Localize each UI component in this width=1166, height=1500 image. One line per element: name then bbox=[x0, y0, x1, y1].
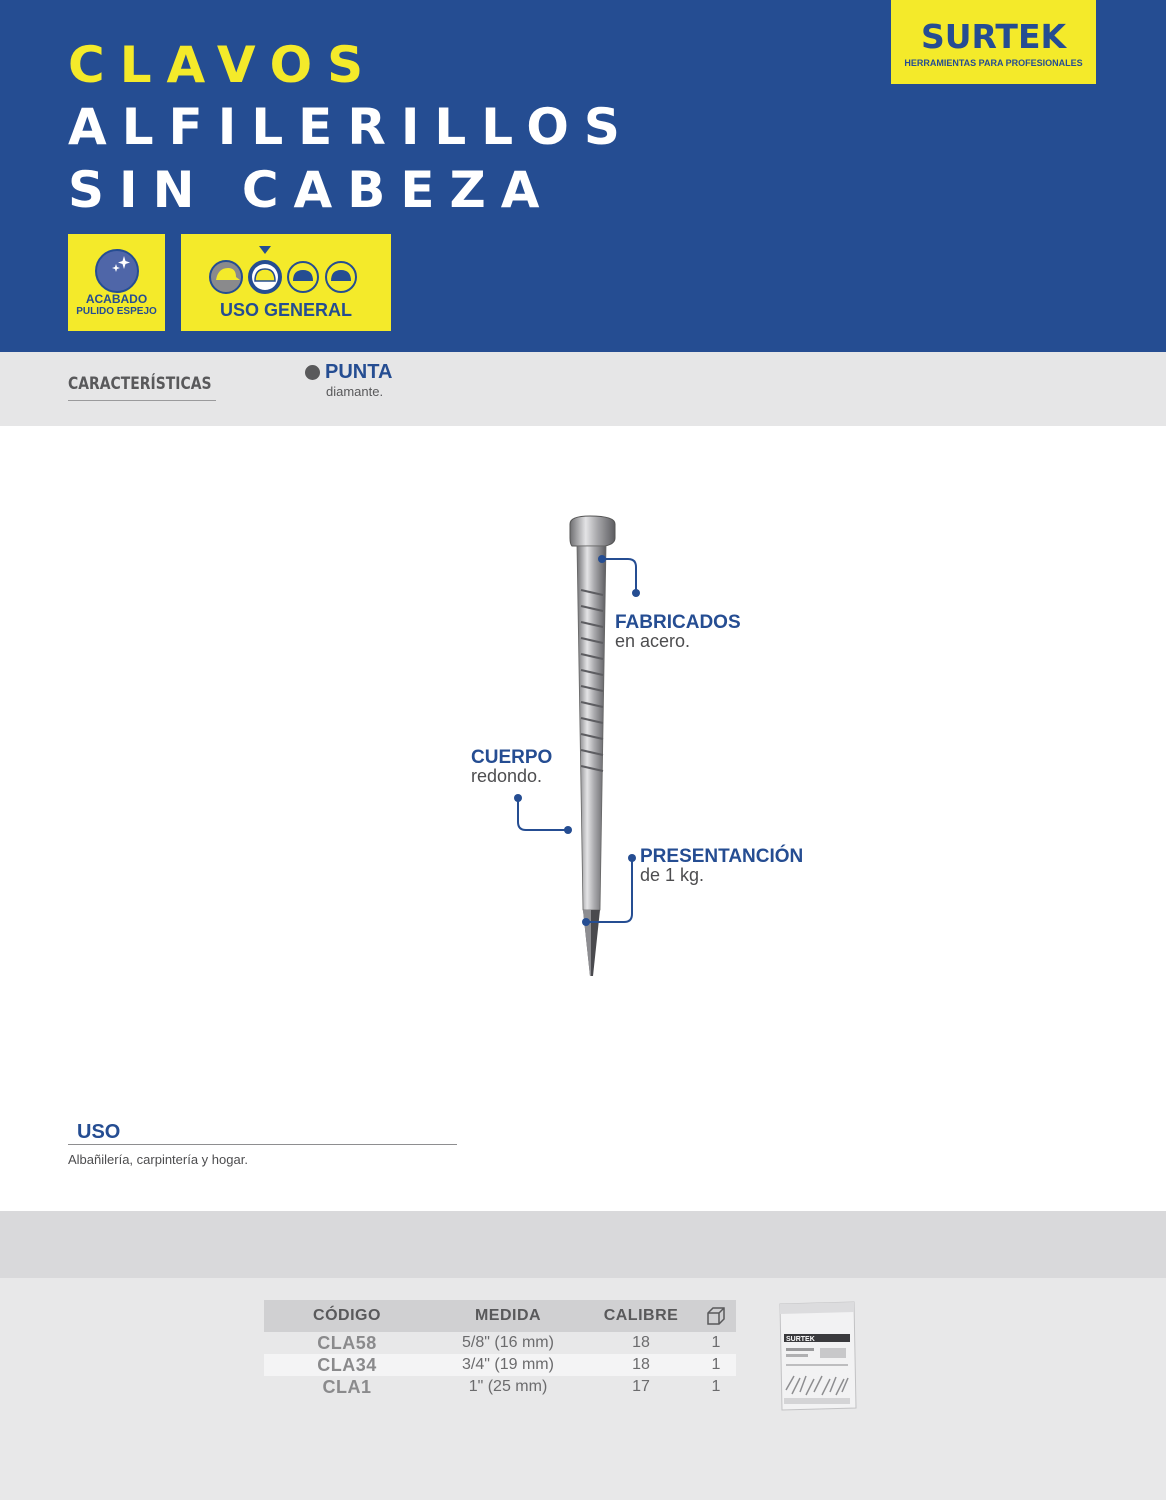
features-divider bbox=[68, 400, 216, 401]
cell-caja: 1 bbox=[696, 1354, 736, 1376]
header-box bbox=[696, 1300, 736, 1332]
cell-medida: 1" (25 mm) bbox=[468, 1378, 548, 1395]
cell-calibre: 17 bbox=[632, 1378, 650, 1395]
callout-presentacion-title: PRESENTANCIÓN bbox=[640, 846, 804, 867]
use-badge bbox=[181, 234, 391, 331]
uso-text: Albañilería, carpintería y hogar. bbox=[68, 1152, 248, 1167]
sparkle-sphere-icon bbox=[94, 248, 140, 294]
cell-medida: 5/8" (16 mm) bbox=[462, 1334, 554, 1351]
table-row bbox=[264, 1376, 736, 1398]
cell-codigo: CLA58 bbox=[317, 1332, 377, 1353]
uso-divider bbox=[68, 1144, 457, 1145]
bottom-band-dark bbox=[0, 1211, 1166, 1278]
header-calibre: CALIBRE bbox=[586, 1300, 696, 1332]
helmet-icon bbox=[288, 262, 318, 292]
uso-title: USO bbox=[77, 1121, 121, 1143]
callout-presentacion-description: de 1 kg. bbox=[640, 865, 705, 885]
features-title: CARACTERÍSTICAS bbox=[68, 374, 212, 394]
feature-punta-title: PUNTA bbox=[325, 361, 393, 383]
callout-cuerpo-title: CUERPO bbox=[471, 747, 553, 768]
spec-table bbox=[264, 1300, 736, 1398]
product-package-image bbox=[776, 1300, 858, 1412]
callout-dots bbox=[514, 555, 640, 926]
helmet-icon bbox=[326, 262, 356, 292]
brand-logo bbox=[891, 0, 1096, 84]
callout-fabricados-title: FABRICADOS bbox=[615, 612, 741, 633]
header-medida: MEDIDA bbox=[430, 1300, 586, 1332]
finish-badge-line2: PULIDO ESPEJO bbox=[76, 306, 157, 317]
bullet-dot-icon bbox=[305, 365, 320, 380]
nail-shape bbox=[570, 516, 615, 976]
cell-codigo: CLA1 bbox=[322, 1376, 372, 1397]
title-line-3: SIN CABEZA bbox=[68, 161, 555, 219]
header-banner bbox=[0, 0, 1166, 352]
callout-cuerpo-description: redondo. bbox=[471, 766, 543, 786]
brand-logo-word: SURTEK bbox=[920, 17, 1067, 56]
callout-fabricados-description: en acero. bbox=[615, 631, 691, 651]
title-line-2: ALFILERILLOS bbox=[68, 98, 635, 156]
table-row bbox=[264, 1332, 736, 1354]
cell-codigo: CLA34 bbox=[264, 1354, 430, 1376]
use-badge-label: USO GENERAL bbox=[219, 300, 352, 320]
features-band bbox=[0, 352, 1166, 426]
selected-indicator-icon bbox=[259, 246, 271, 254]
brand-logo-tagline: HERRAMIENTAS PARA PROFESIONALES bbox=[904, 58, 1083, 68]
table-row bbox=[264, 1354, 736, 1376]
cell-calibre: 18 bbox=[632, 1334, 650, 1351]
package-brand: SURTEK bbox=[786, 1336, 815, 1343]
cell-calibre: 18 bbox=[586, 1354, 696, 1376]
cell-medida: 3/4" (19 mm) bbox=[430, 1354, 586, 1376]
title-line-1: CLAVOS bbox=[68, 36, 379, 94]
finish-badge bbox=[68, 234, 165, 331]
header-codigo: CÓDIGO bbox=[264, 1300, 430, 1332]
use-level-icons bbox=[207, 244, 367, 296]
hard-hat-icon bbox=[249, 261, 281, 293]
cell-caja: 1 bbox=[711, 1378, 721, 1395]
box-icon bbox=[706, 1306, 726, 1326]
spec-table-header-row bbox=[264, 1300, 736, 1332]
cap-hat-icon bbox=[210, 261, 242, 293]
feature-punta-description: diamante. bbox=[326, 384, 384, 399]
cell-caja: 1 bbox=[711, 1334, 721, 1351]
finish-badge-line1: ACABADO bbox=[85, 292, 148, 306]
